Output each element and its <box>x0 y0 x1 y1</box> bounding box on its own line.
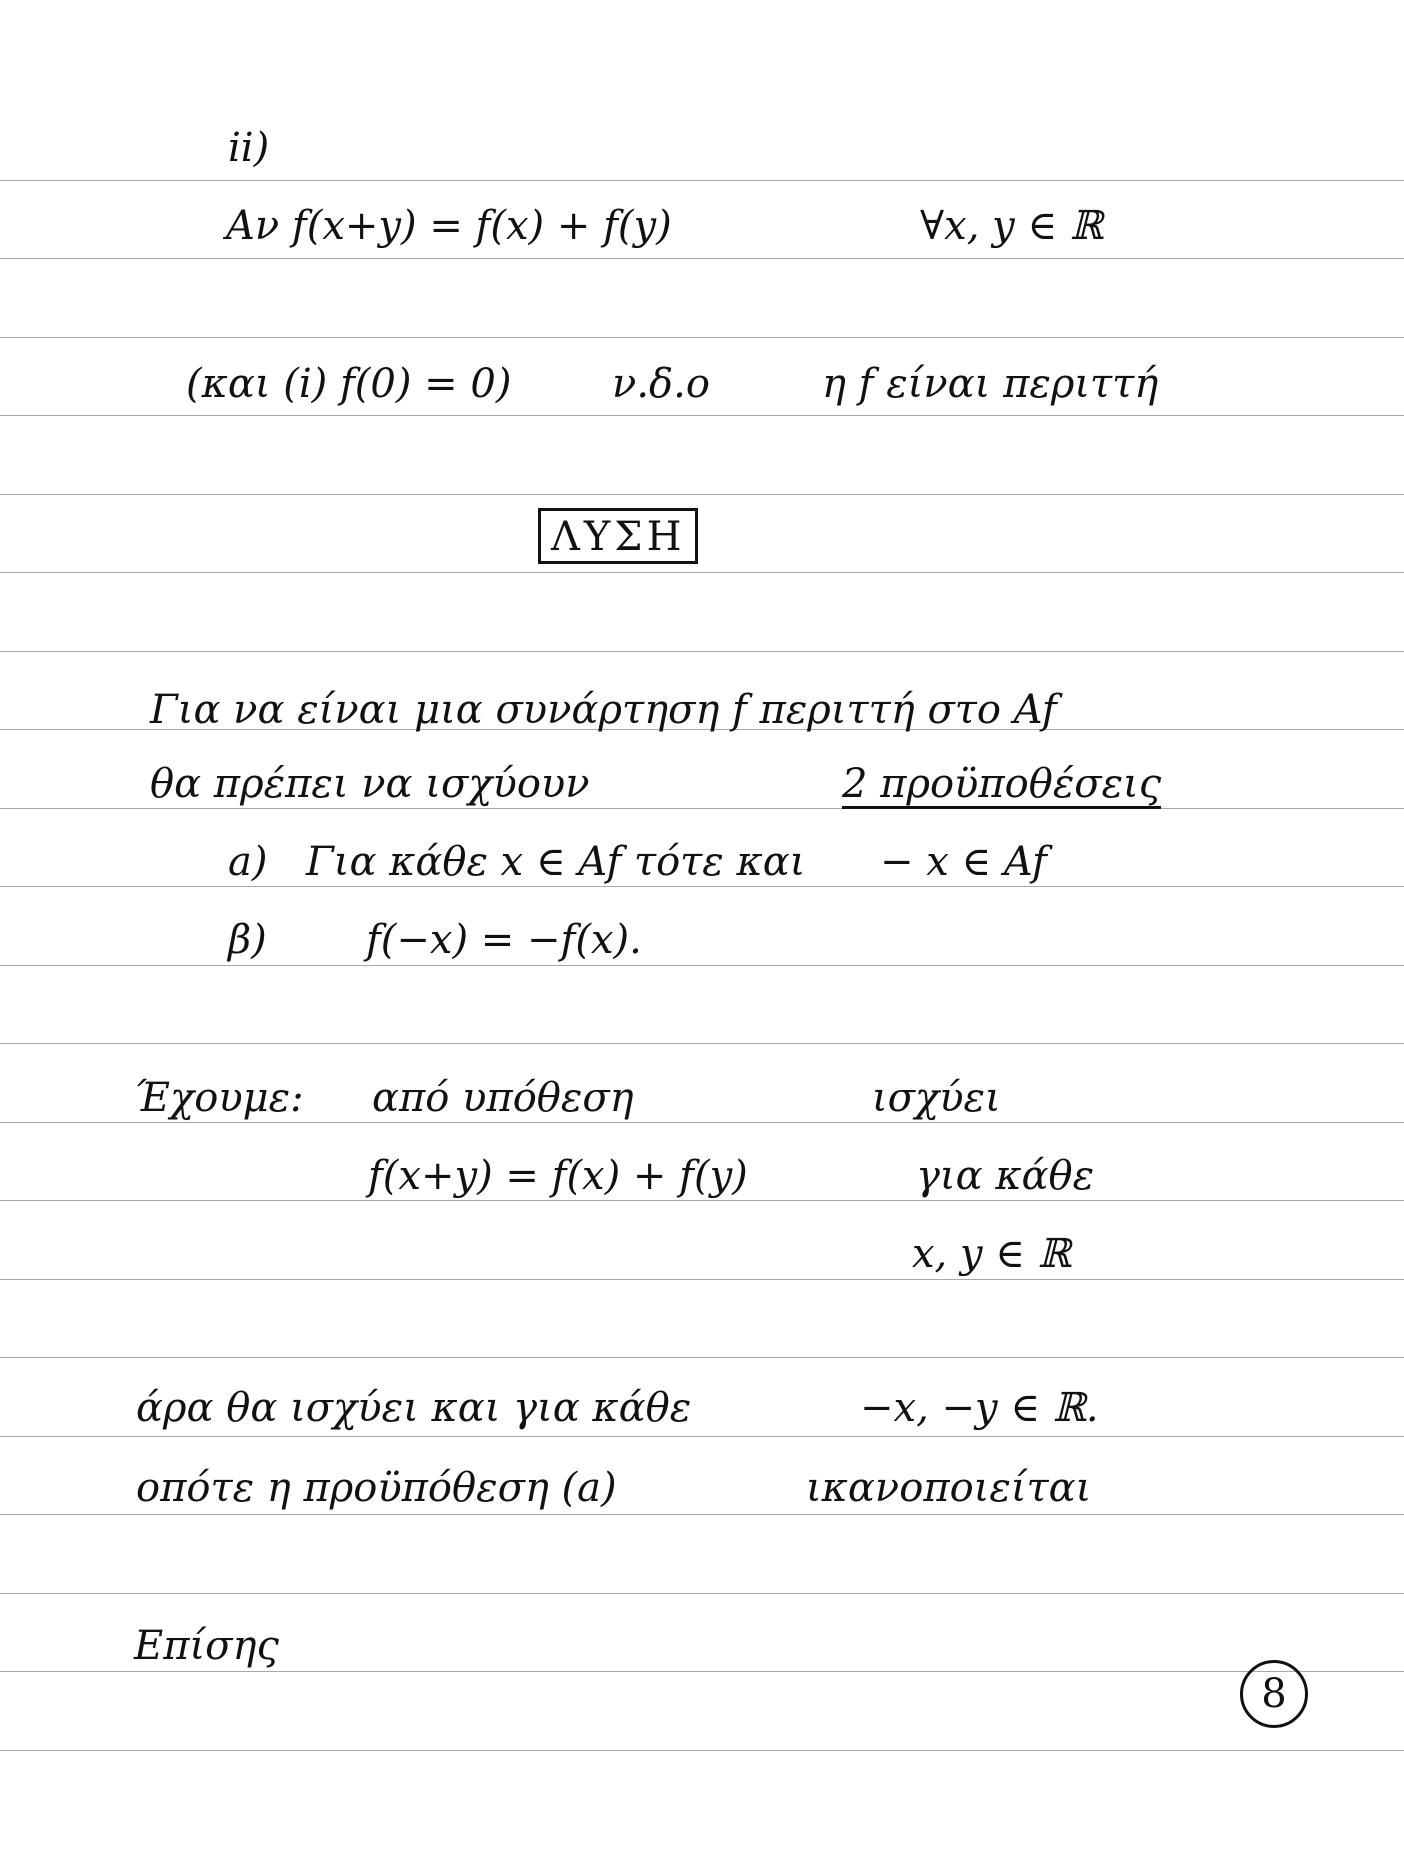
two-conditions-underlined: 2 προϋποθέσεις <box>842 761 1162 807</box>
page-number: 8 <box>1240 1660 1308 1728</box>
therefore-line: άρα θα ισχύει και για κάθε <box>136 1385 692 1431</box>
definition-line-2: θα πρέπει να ισχύουν <box>150 761 590 807</box>
definition-line-1: Για να είναι μια συνάρτηση f περιττή στο Af <box>150 687 1057 733</box>
ruled-line <box>0 1750 1404 1751</box>
ruled-line <box>0 808 1404 809</box>
for-every-label: για κάθε <box>916 1153 1095 1199</box>
condition-b-text: f(−x) = −f(x). <box>366 917 642 963</box>
condition-a-text: Για κάθε x ∈ Af τότε και <box>306 839 806 885</box>
part-label: ii) <box>228 125 270 171</box>
functional-equation: f(x+y) = f(x) + f(y) <box>368 1153 748 1199</box>
claim-statement: η f είναι περιττή <box>822 361 1159 407</box>
condition-b-label: β) <box>228 917 267 963</box>
problem-hypothesis: Αν f(x+y) = f(x) + f(y) <box>226 203 672 249</box>
prove-label: ν.δ.ο <box>612 361 710 407</box>
argument-premise: από υπόθεση <box>372 1075 634 1121</box>
argument-intro: Έχουμε: <box>134 1075 304 1121</box>
ruled-line <box>0 258 1404 259</box>
ruled-line <box>0 572 1404 573</box>
ruled-line <box>0 1279 1404 1280</box>
satisfied-label: ικανοποιείται <box>806 1465 1092 1511</box>
argument-holds: ισχύει <box>872 1075 1001 1121</box>
ruled-line <box>0 1514 1404 1515</box>
ruled-line <box>0 415 1404 416</box>
ruled-line <box>0 1200 1404 1201</box>
given-condition: (και (i) f(0) = 0) <box>186 361 512 407</box>
ruled-line <box>0 1122 1404 1123</box>
ruled-line <box>0 1043 1404 1044</box>
solution-title: ΛΥΣΗ <box>538 508 698 564</box>
ruled-line <box>0 180 1404 181</box>
ruled-line <box>0 1593 1404 1594</box>
ruled-line <box>0 1436 1404 1437</box>
ruled-line <box>0 1357 1404 1358</box>
ruled-line <box>0 651 1404 652</box>
condition-a-label: a) <box>228 839 268 885</box>
ruled-line <box>0 965 1404 966</box>
ruled-line <box>0 337 1404 338</box>
problem-domain: ∀x, y ∈ ℝ <box>920 203 1104 249</box>
ruled-line <box>0 1671 1404 1672</box>
next-word: Επίσης <box>134 1623 279 1669</box>
ruled-line <box>0 886 1404 887</box>
negated-variables: −x, −y ∈ ℝ. <box>860 1385 1099 1431</box>
ruled-line <box>0 494 1404 495</box>
condition-a-rhs: − x ∈ Af <box>880 839 1047 885</box>
variables-domain: x, y ∈ ℝ <box>912 1231 1071 1277</box>
consequence-line: οπότε η προϋπόθεση (a) <box>136 1465 617 1511</box>
